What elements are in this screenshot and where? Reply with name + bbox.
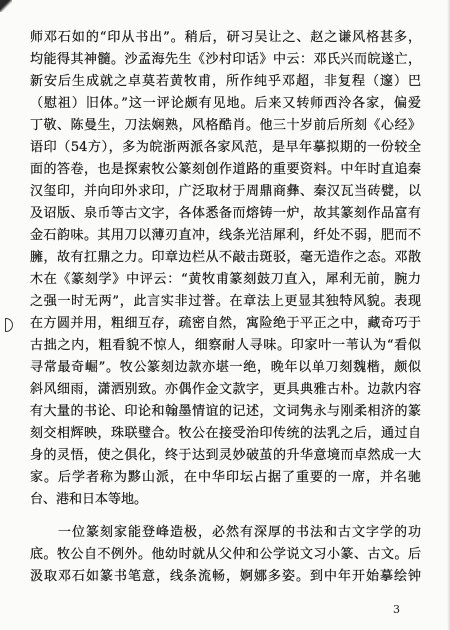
text-line: 汲取邓石如篆书笔意，线条流畅，婀娜多姿。到中年开始摹绘钟 bbox=[30, 569, 421, 584]
text-line: 师邓石如的“印从书出”。稍后，研习吴让之、赵之谦风格甚多， bbox=[30, 30, 421, 45]
text-line: 有大量的书论、印论和翰墨情谊的记述，文词隽永与刚柔相济的篆 bbox=[30, 404, 421, 419]
text-line: 汉玺印，并向印外求印，广泛取材于周鼎商彝、秦汉瓦当砖甓，以 bbox=[30, 184, 421, 199]
text-line: 均能得其神髓。沙孟海先生《沙村印话》中云：邓氏兴而皖遂亡， bbox=[30, 52, 421, 67]
text-line: 臃，故有扛鼎之力。印章边栏从不敲击斑驳，毫无造作之态。邓散 bbox=[30, 250, 421, 265]
text-line: 丁敬、陈曼生，刀法娴熟，风格酷肖。他三十岁前后所刻《心经》 bbox=[30, 118, 421, 133]
page-number: 3 bbox=[393, 603, 400, 616]
text-line: 一位篆刻家能登峰造极，必然有深厚的书法和古文字学的功 bbox=[58, 525, 421, 540]
paragraph bbox=[30, 522, 421, 588]
text-line: 语印（54方），多为皖浙两派各家风范，是早年摹拟期的一份较全 bbox=[30, 140, 421, 155]
scan-artifact bbox=[0, 0, 12, 12]
text-line: 寻常最奇崛”。牧公篆刻边款亦堪一绝，晚年以单刀刻魏楷，颇似 bbox=[30, 360, 421, 375]
text-line: （慰祖）旧体。”这一评论颇有见地。后来又转师西泠各家，偏爱 bbox=[30, 96, 421, 111]
text-line: 古拙之内，粗看貌不惊人，细察耐人寻味。印家叶一苇认为“看似 bbox=[30, 338, 421, 353]
text-line: 之强一时无两”，此言实非过誉。在章法上更显其独特风貌。表现 bbox=[30, 294, 421, 309]
text-line: 金石韵味。其用刀以薄刃直冲，线条光洁犀利，纤处不弱，肥而不 bbox=[30, 228, 421, 243]
text-line: 木在《篆刻学》中评云：“黄牧甫篆刻鼓刀直入，犀利无前，腕力 bbox=[30, 272, 421, 287]
text-line: 在方圆并用，粗细互存，疏密自然，寓险绝于平正之中，藏奇巧于 bbox=[30, 316, 421, 331]
text-line: 面的答卷，也是探索牧公篆刻创作道路的重要资料。中年时直追秦 bbox=[30, 162, 421, 177]
text-line: 家。后学者称为黟山派，在中华印坛占据了重要的一席，并名驰 bbox=[30, 470, 421, 485]
text-line: 底。牧公自不例外。他幼时就从父仲和公学说文习小篆、古文。后 bbox=[30, 547, 421, 562]
text-line: 及诏版、泉币等古文字，各体悉备而熔铸一炉，故其篆刻作品富有 bbox=[30, 206, 421, 221]
text-line: 新安后生成就之卓莫若黄牧甫，所作纯乎邓超，非复程（邃）巴 bbox=[30, 74, 421, 89]
text-line: 身的灵悟，使之俱化，终于达到灵妙破茧的升华意境而卓然成一大 bbox=[30, 448, 421, 463]
text-line: 斜风细雨，潇洒别致。亦偶作金文款字，更具典雅古朴。边款内容 bbox=[30, 382, 421, 397]
text-line: 台、港和日本等地。 bbox=[30, 492, 148, 507]
scan-artifact bbox=[5, 318, 13, 332]
body-text bbox=[30, 27, 421, 588]
paragraph bbox=[30, 27, 421, 511]
text-line: 刻交相辉映，珠联璧合。牧公在接受治印传统的法乳之后，通过自 bbox=[30, 426, 421, 441]
